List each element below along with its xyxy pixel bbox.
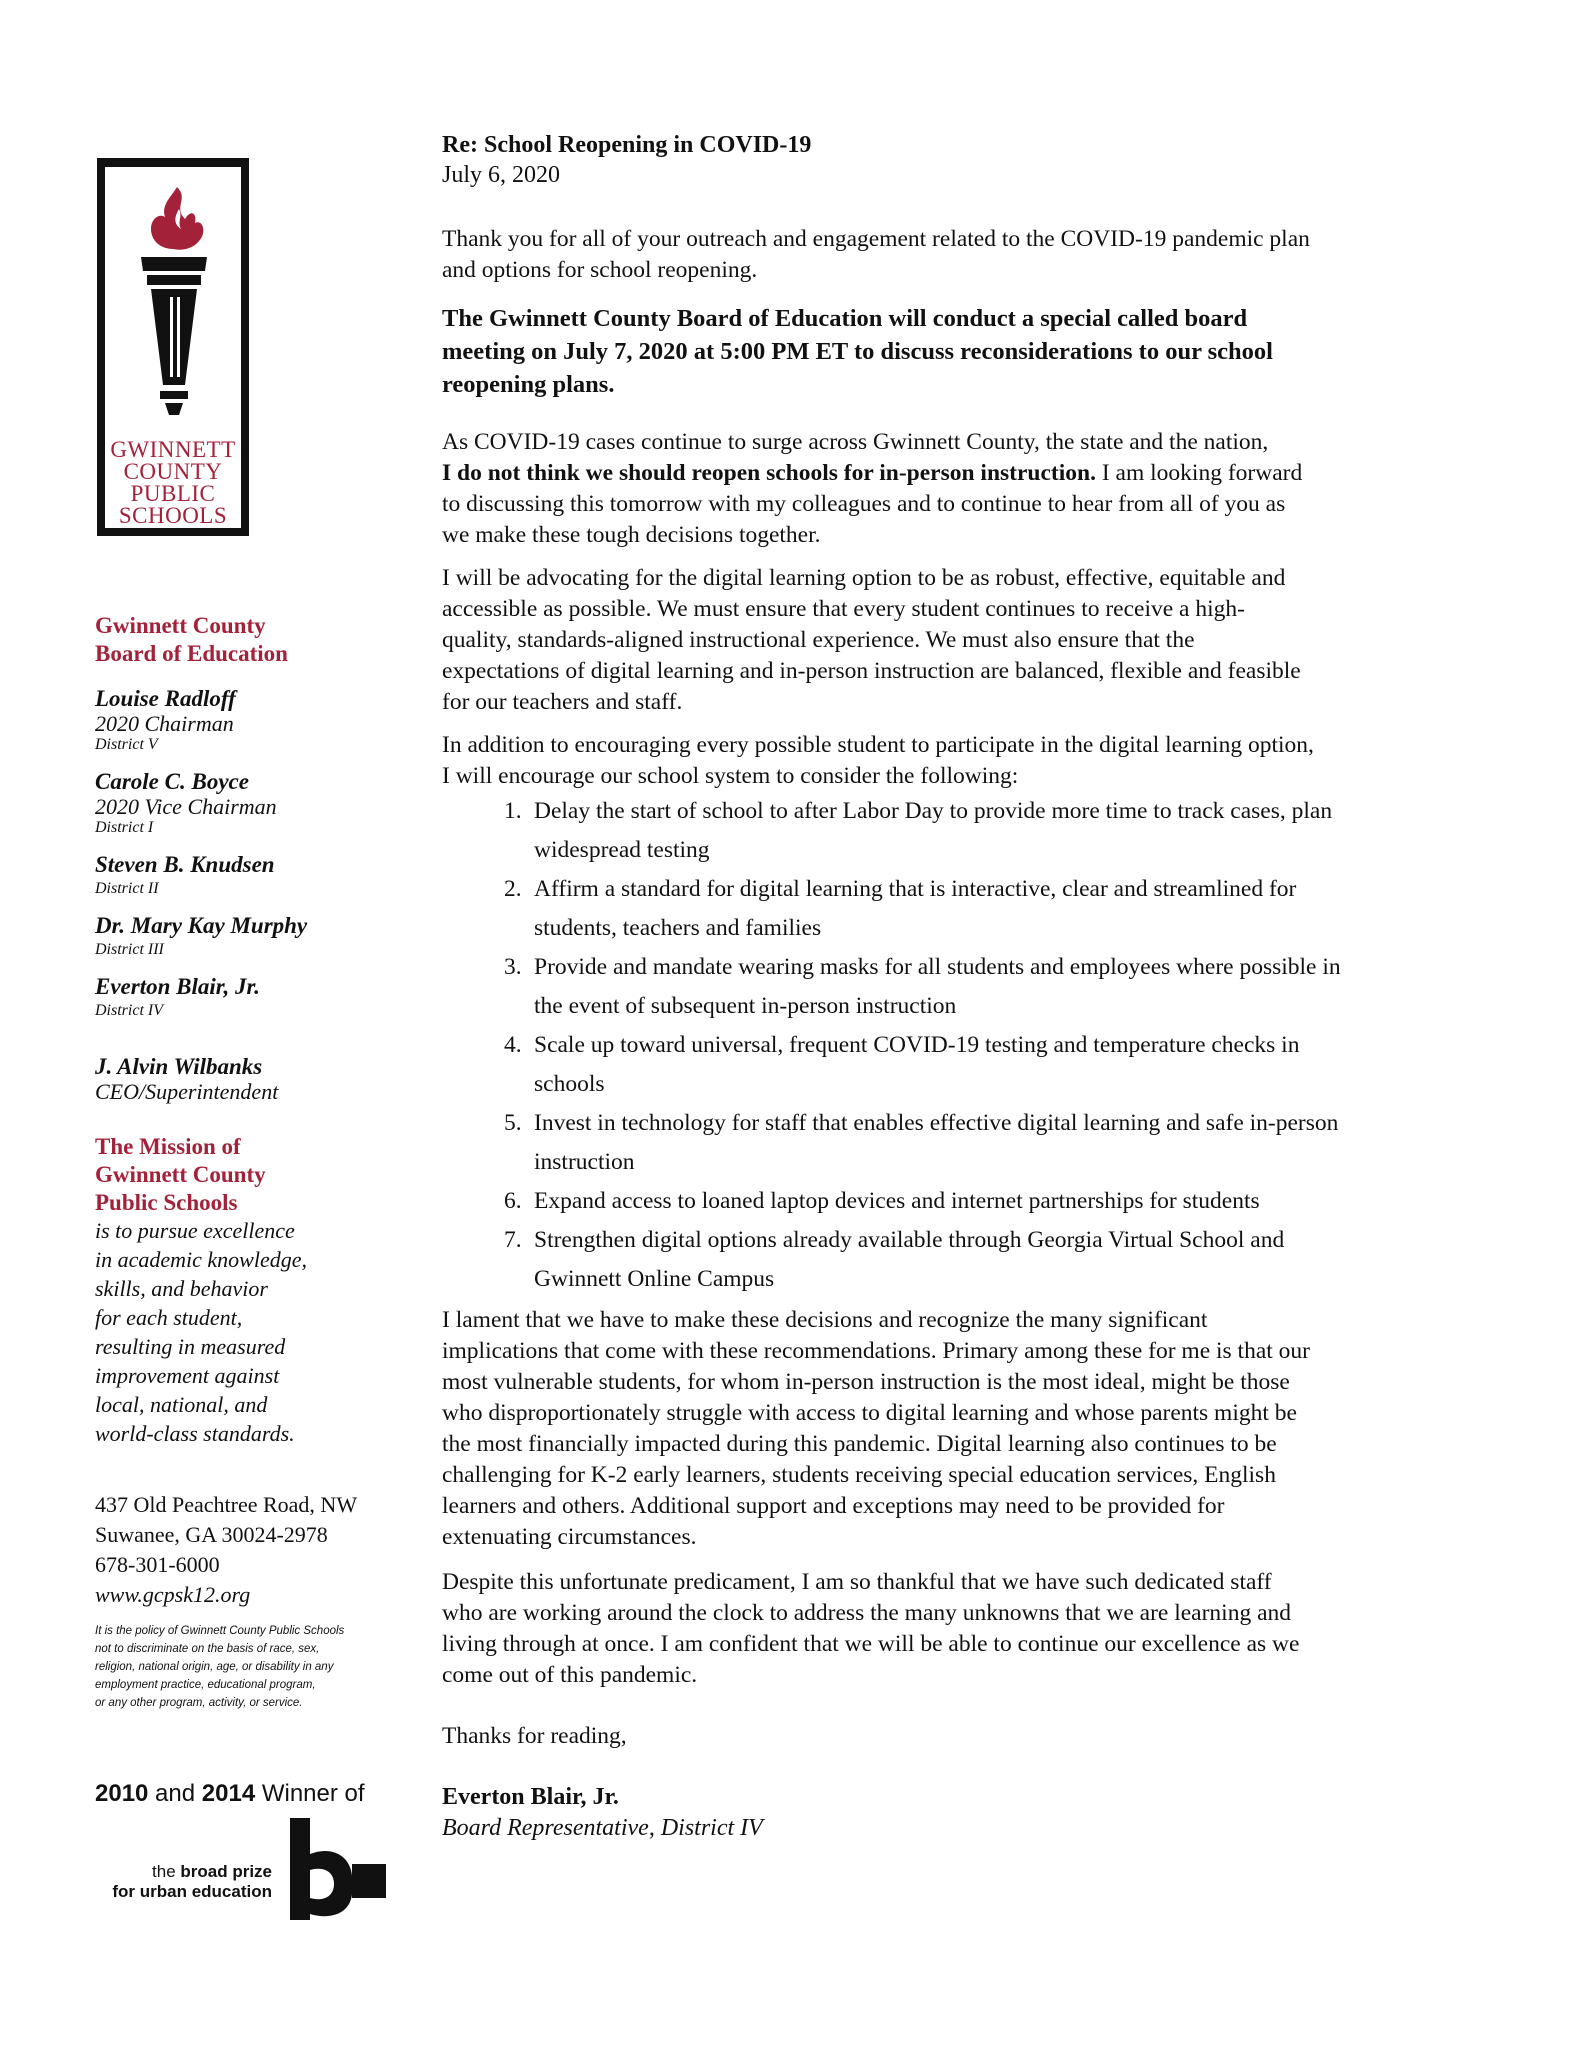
- nondiscrimination-policy: It is the policy of Gwinnett County Public Schools not to discriminate on the basis of race, sex, religion, national origin, age, or disability in any employment practice, educational program, or any other program, activity, or service.: [95, 1625, 345, 1709]
- broad-prize-logo-icon: [290, 1818, 388, 1920]
- letter-body: [442, 130, 1447, 1844]
- intro-paragraph: Thank you for all of your outreach and engagement related to the COVID-19 pandemic plan and options for school reopening.: [442, 226, 1310, 283]
- mission-heading: The Mission of Gwinnett County Public Schools: [95, 1134, 266, 1215]
- position-paragraph: As COVID-19 cases continue to surge across Gwinnett County, the state and the nation, I do not think we should reopen schools for in-person instruction. I am looking forward to discussing this tomorrow with my colleagues and to continue to hear from all of you as we make these tough decisions together.: [442, 429, 1303, 548]
- address-street: 437 Old Peachtree Road, NW: [95, 1492, 358, 1517]
- closing-line: Thanks for reading,: [442, 1723, 627, 1749]
- board-heading: Gwinnett County Board of Education: [95, 613, 288, 666]
- board-member: Dr. Mary Kay Murphy District III: [95, 913, 308, 958]
- broad-prize-text: the broad prize for urban education: [112, 1862, 272, 1901]
- recommendations-intro: In addition to encouraging every possible student to participate in the digital learning option, I will encourage our school system to consider the following:: [442, 732, 1314, 789]
- torch-icon: [127, 179, 219, 429]
- implications-paragraph: I lament that we have to make these decisions and recognize the many significant implications that come with these recommendations. Primary among these for me is that our most vulnerable students, for whom in-person instruction is the most ideal, might be those who disproportionately struggle with access to digital learning and whose parents might be the most financially impacted during this pandemic. Digital learning also continues to be challenging for K-2 early learners, students receiving special education services, English learners and others. Additional support and exceptions may need to be provided for extenuating circumstances.: [442, 1307, 1310, 1550]
- address-city: Suwanee, GA 30024-2978: [95, 1522, 328, 1547]
- list-item: 5. Invest in technology for staff that enables effective digital learning and safe in-person instruction: [504, 1110, 1339, 1175]
- list-item: 3. Provide and mandate wearing masks for all students and employees where possible in the event of subsequent in-person instruction: [504, 954, 1341, 1019]
- mission-statement: is to pursue excellence in academic knowledge, skills, and behavior for each student, resulting in measured improvement against local, national, and world-class standards.: [95, 1218, 307, 1446]
- letter-subject: Re: School Reopening in COVID-19: [442, 132, 812, 158]
- list-item: 2. Affirm a standard for digital learning that is interactive, clear and streamlined for students, teachers and families: [504, 876, 1297, 941]
- list-item: 7. Strengthen digital options already available through Georgia Virtual School and Gwinnett Online Campus: [504, 1227, 1285, 1292]
- logo-wordmark: GWINNETT COUNTY PUBLIC SCHOOLS: [110, 437, 236, 528]
- recommendations-list: [442, 792, 1447, 1299]
- list-item: 6. Expand access to loaned laptop devices and internet partnerships for students: [504, 1188, 1260, 1214]
- address-phone: 678-301-6000: [95, 1552, 220, 1577]
- website-link[interactable]: www.gcpsk12.org: [95, 1582, 251, 1607]
- signer-name: Everton Blair, Jr.: [442, 1784, 619, 1810]
- board-member: Carole C. Boyce 2020 Vice Chairman District I: [95, 769, 277, 836]
- superintendent: J. Alvin Wilbanks CEO/Superintendent: [95, 1054, 279, 1104]
- award-heading: 2010 and 2014 Winner of: [95, 1780, 365, 1807]
- gratitude-paragraph: Despite this unfortunate predicament, I am so thankful that we have such dedicated staff who are working around the clock to address the many unknowns that we are learning and living through at once. I am confident that we will be able to continue our excellence as we come out of this pandemic.: [442, 1569, 1300, 1688]
- list-item: 4. Scale up toward universal, frequent COVID-19 testing and temperature checks in schools: [504, 1032, 1300, 1097]
- list-item: 1. Delay the start of school to after Labor Day to provide more time to track cases, plan widespread testing: [504, 798, 1333, 863]
- board-member: Steven B. Knudsen District II: [95, 852, 275, 897]
- board-member: Louise Radloff 2020 Chairman District V: [95, 686, 236, 753]
- district-address: [95, 1490, 357, 1610]
- meeting-announcement: The Gwinnett County Board of Education will conduct a special called board meeting on July 7, 2020 at 5:00 PM ET to discuss reconsiderations to our school reopening plans.: [442, 305, 1273, 398]
- district-logo: [97, 158, 249, 536]
- digital-learning-paragraph: I will be advocating for the digital learning option to be as robust, effective, equitable and accessible as possible. We must ensure that every student continues to receive a high- quality, standards-aligned instructional experience. We must also ensure that the expectations of digital learning and in-person instruction are balanced, flexible and feasible for our teachers and staff.: [442, 565, 1301, 715]
- letter-date: July 6, 2020: [442, 162, 561, 188]
- board-member: Everton Blair, Jr. District IV: [95, 974, 260, 1019]
- signer-title: Board Representative, District IV: [442, 1815, 763, 1841]
